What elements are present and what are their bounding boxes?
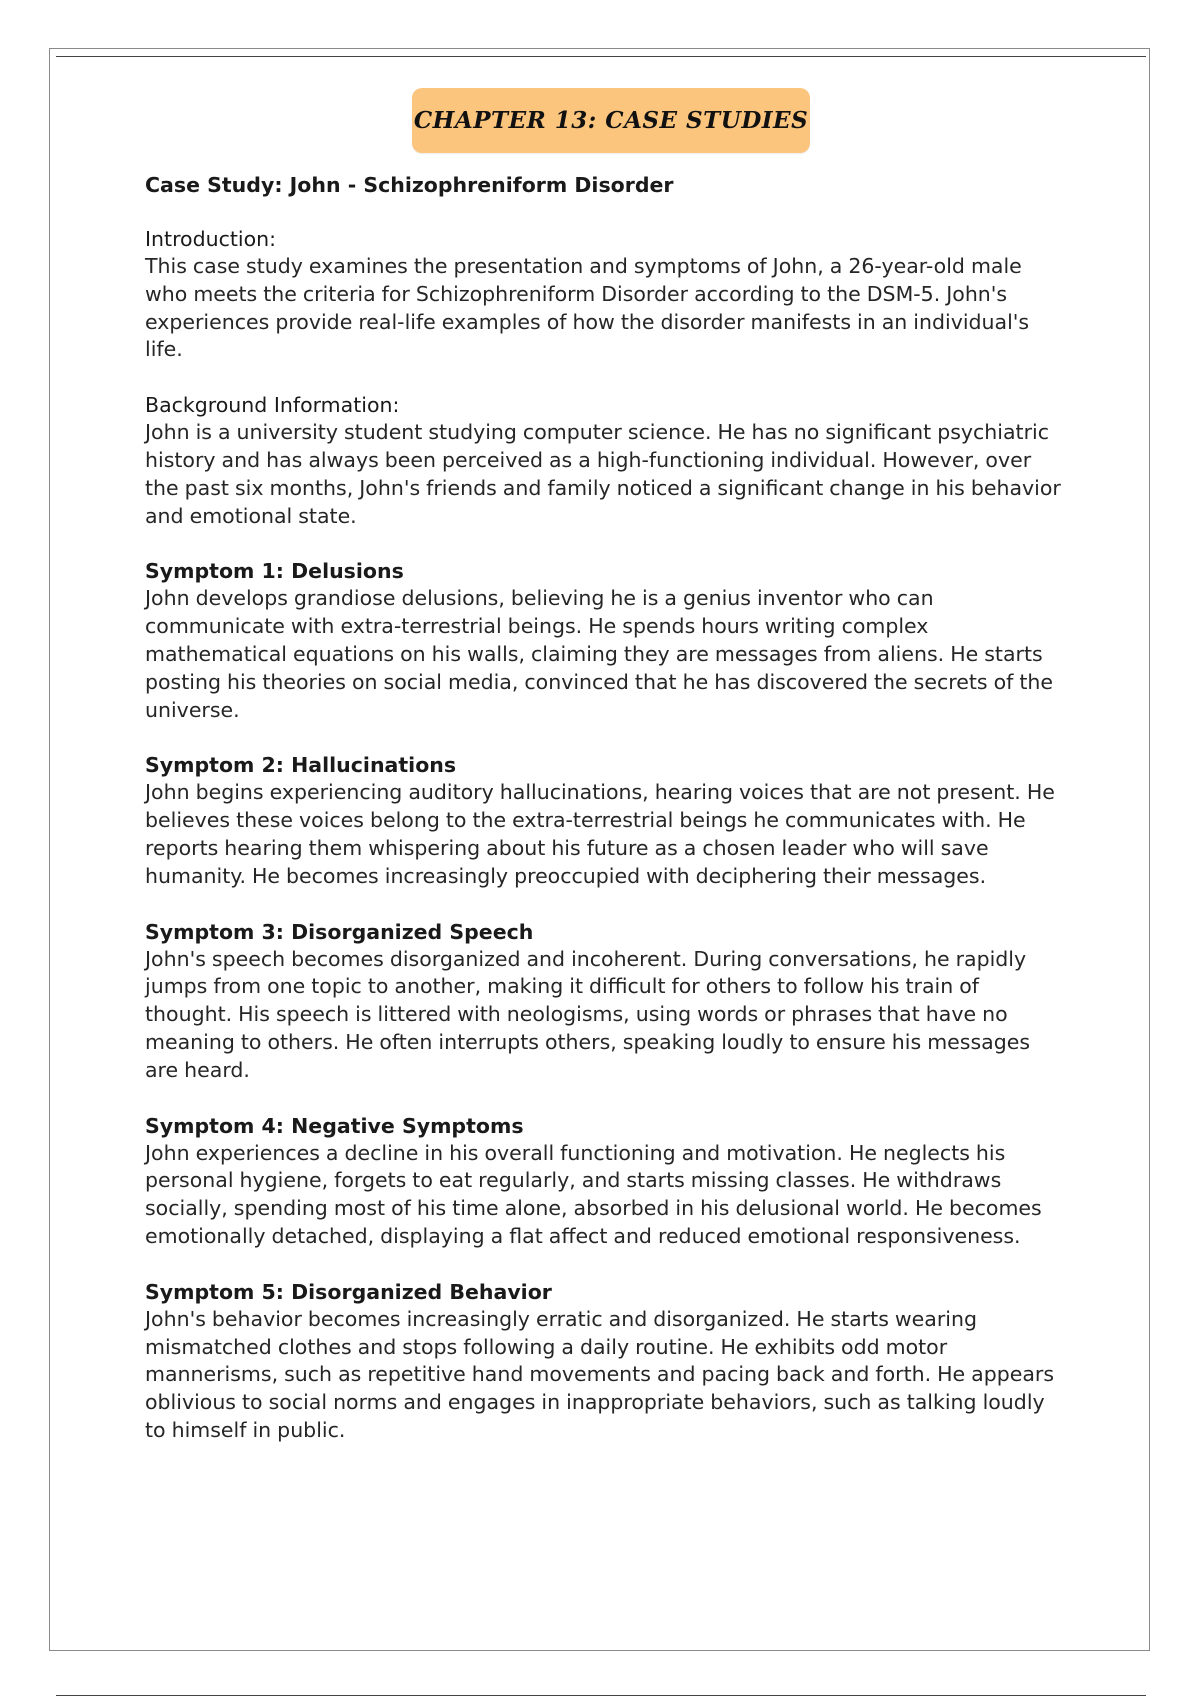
section-symptom-1: [145, 557, 1065, 724]
section-symptom-4: [145, 1112, 1065, 1251]
section-heading: Symptom 5: Disorganized Behavior: [145, 1279, 552, 1304]
section-body: This case study examines the presentation and symptoms of John, a 26-year-old male who meets the criteria for Schizophreniform Disorder according to the DSM-5. John's experiences provide real-life examples of how the disorder manifests in an individual's life.: [145, 254, 1030, 362]
section-body: John's behavior becomes increasingly erratic and disorganized. He starts wearing mismatched clothes and stops following a daily routine. He exhibits odd motor mannerisms, such as repetitive hand movements and pacing back and forth. He appears oblivious to social norms and engages in inappropriate behaviors, such as talking loudly to himself in public.: [145, 1306, 1055, 1442]
top-divider: [56, 56, 1146, 57]
section-symptom-5: [145, 1278, 1065, 1445]
case-study-title: Case Study: John - Schizophreniform Disorder: [145, 173, 674, 197]
chapter-title: CHAPTER 13: CASE STUDIES: [413, 107, 809, 134]
section-background: [145, 391, 1065, 530]
document-body: [145, 171, 1065, 1472]
section-body: John experiences a decline in his overall functioning and motivation. He neglects his personal hygiene, forgets to eat regularly, and starts missing classes. He withdraws socially, spending most of his time alone, absorbed in his delusional world. He becomes emotionally detached, displaying a flat affect and reduced emotional responsiveness.: [145, 1140, 1042, 1248]
section-heading: Background Information:: [145, 393, 400, 418]
section-body: John is a university student studying computer science. He has no significant psychiatric history and has always been perceived as a high-functioning individual. However, over the past six months, John's friends and family noticed a significant change in his behavior and emotional state.: [145, 420, 1061, 528]
section-body: John begins experiencing auditory hallucinations, hearing voices that are not present. He believes these voices belong to the extra-terrestrial beings he communicates with. He reports hearing them whispering about his future as a chosen leader who will save humanity. He becomes increasingly preoccupied with deciphering their messages.: [145, 780, 1055, 888]
chapter-badge: [412, 88, 810, 153]
section-heading: Symptom 4: Negative Symptoms: [145, 1113, 524, 1138]
bottom-divider: [56, 1695, 1146, 1696]
section-symptom-2: [145, 751, 1065, 890]
section-heading: Symptom 1: Delusions: [145, 559, 404, 584]
section-heading: Symptom 3: Disorganized Speech: [145, 919, 534, 944]
section-heading: Symptom 2: Hallucinations: [145, 753, 457, 778]
section-body: John develops grandiose delusions, believing he is a genius inventor who can communicate with extra-terrestrial beings. He spends hours writing complex mathematical equations on his walls, claiming they are messages from aliens. He starts posting his theories on social media, convinced that he has discovered the secrets of the universe.: [145, 586, 1053, 722]
section-introduction: [145, 225, 1065, 364]
section-heading: Introduction:: [145, 227, 277, 251]
section-symptom-3: [145, 918, 1065, 1085]
section-body: John's speech becomes disorganized and incoherent. During conversations, he rapidly jumps from one topic to another, making it difficult for others to follow his train of thought. His speech is littered with neologisms, using words or phrases that have no meaning to others. He often interrupts others, speaking loudly to ensure his messages are heard.: [145, 946, 1030, 1082]
